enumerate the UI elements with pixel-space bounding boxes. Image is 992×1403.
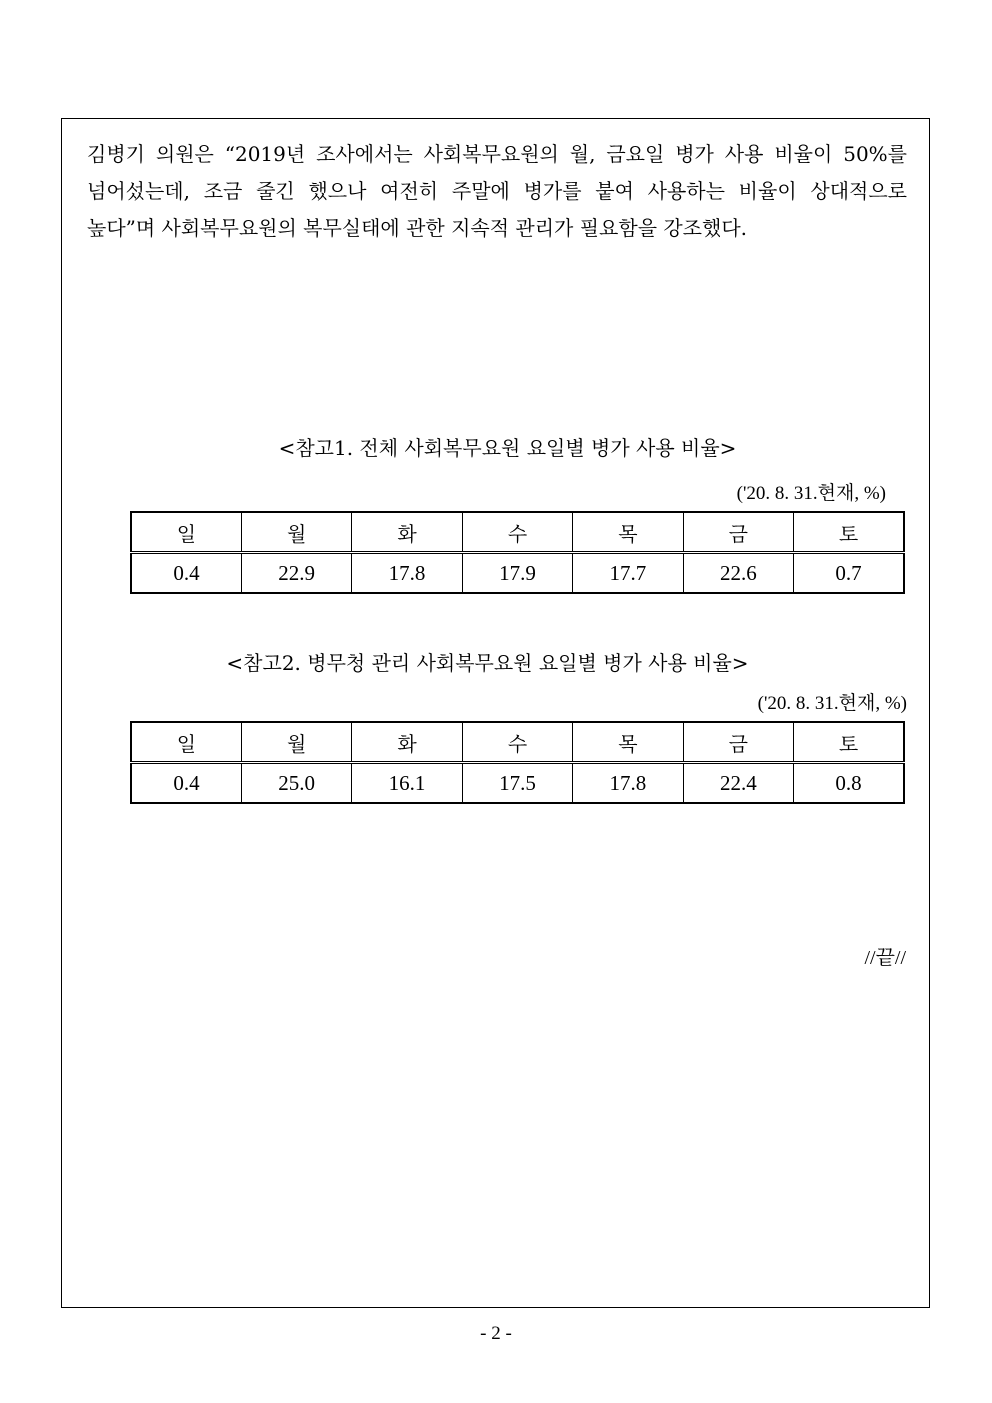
header-cell: 금 xyxy=(683,512,793,553)
header-cell: 수 xyxy=(462,512,572,553)
header-cell: 목 xyxy=(573,722,683,763)
header-cell: 일 xyxy=(131,722,241,763)
table2-as-of: ('20. 8. 31.현재, %) xyxy=(757,693,907,714)
header-cell: 금 xyxy=(683,722,793,763)
table-value-row xyxy=(131,553,904,594)
header-cell: 토 xyxy=(794,512,904,553)
value-cell: 17.8 xyxy=(573,763,683,804)
table-header-row xyxy=(131,722,904,763)
header-cell: 월 xyxy=(241,512,351,553)
value-cell: 0.8 xyxy=(794,763,904,804)
value-cell: 16.1 xyxy=(352,763,462,804)
header-cell: 토 xyxy=(794,722,904,763)
table1-sick-leave-ratio xyxy=(130,511,905,594)
body-paragraph: 김병기 의원은 “2019년 조사에서는 사회복무요원의 월, 금요일 병가 사용 비율이 50%를 넘어섰는데, 조금 줄긴 했으나 여전히 주말에 병가를 붙여 사용하는 비율이 상대적으로 높다”며 사회복무요원의 복무실태에 관한 지속적 관리가 필요함을 강조했다. xyxy=(87,142,907,240)
table2-sick-leave-ratio xyxy=(130,721,905,804)
table1-as-of: ('20. 8. 31.현재, %) xyxy=(736,483,886,504)
value-cell: 22.4 xyxy=(683,763,793,804)
end-mark: //끝// xyxy=(864,947,906,969)
value-cell: 0.4 xyxy=(131,763,241,804)
header-cell: 일 xyxy=(131,512,241,553)
table-header-row xyxy=(131,512,904,553)
header-cell: 월 xyxy=(241,722,351,763)
header-cell: 수 xyxy=(462,722,572,763)
header-cell: 화 xyxy=(352,512,462,553)
value-cell: 17.8 xyxy=(352,553,462,594)
header-cell: 목 xyxy=(573,512,683,553)
page-number: - 2 - xyxy=(480,1323,512,1344)
table1-caption: <참고1. 전체 사회복무요원 요일별 병가 사용 비율> xyxy=(278,436,737,460)
value-cell: 17.9 xyxy=(462,553,572,594)
value-cell: 17.7 xyxy=(573,553,683,594)
header-cell: 화 xyxy=(352,722,462,763)
value-cell: 0.7 xyxy=(794,553,904,594)
value-cell: 22.6 xyxy=(683,553,793,594)
table2-caption: <참고2. 병무청 관리 사회복무요원 요일별 병가 사용 비율> xyxy=(226,651,749,675)
value-cell: 0.4 xyxy=(131,553,241,594)
value-cell: 25.0 xyxy=(241,763,351,804)
value-cell: 17.5 xyxy=(462,763,572,804)
value-cell: 22.9 xyxy=(241,553,351,594)
table-value-row xyxy=(131,763,904,804)
